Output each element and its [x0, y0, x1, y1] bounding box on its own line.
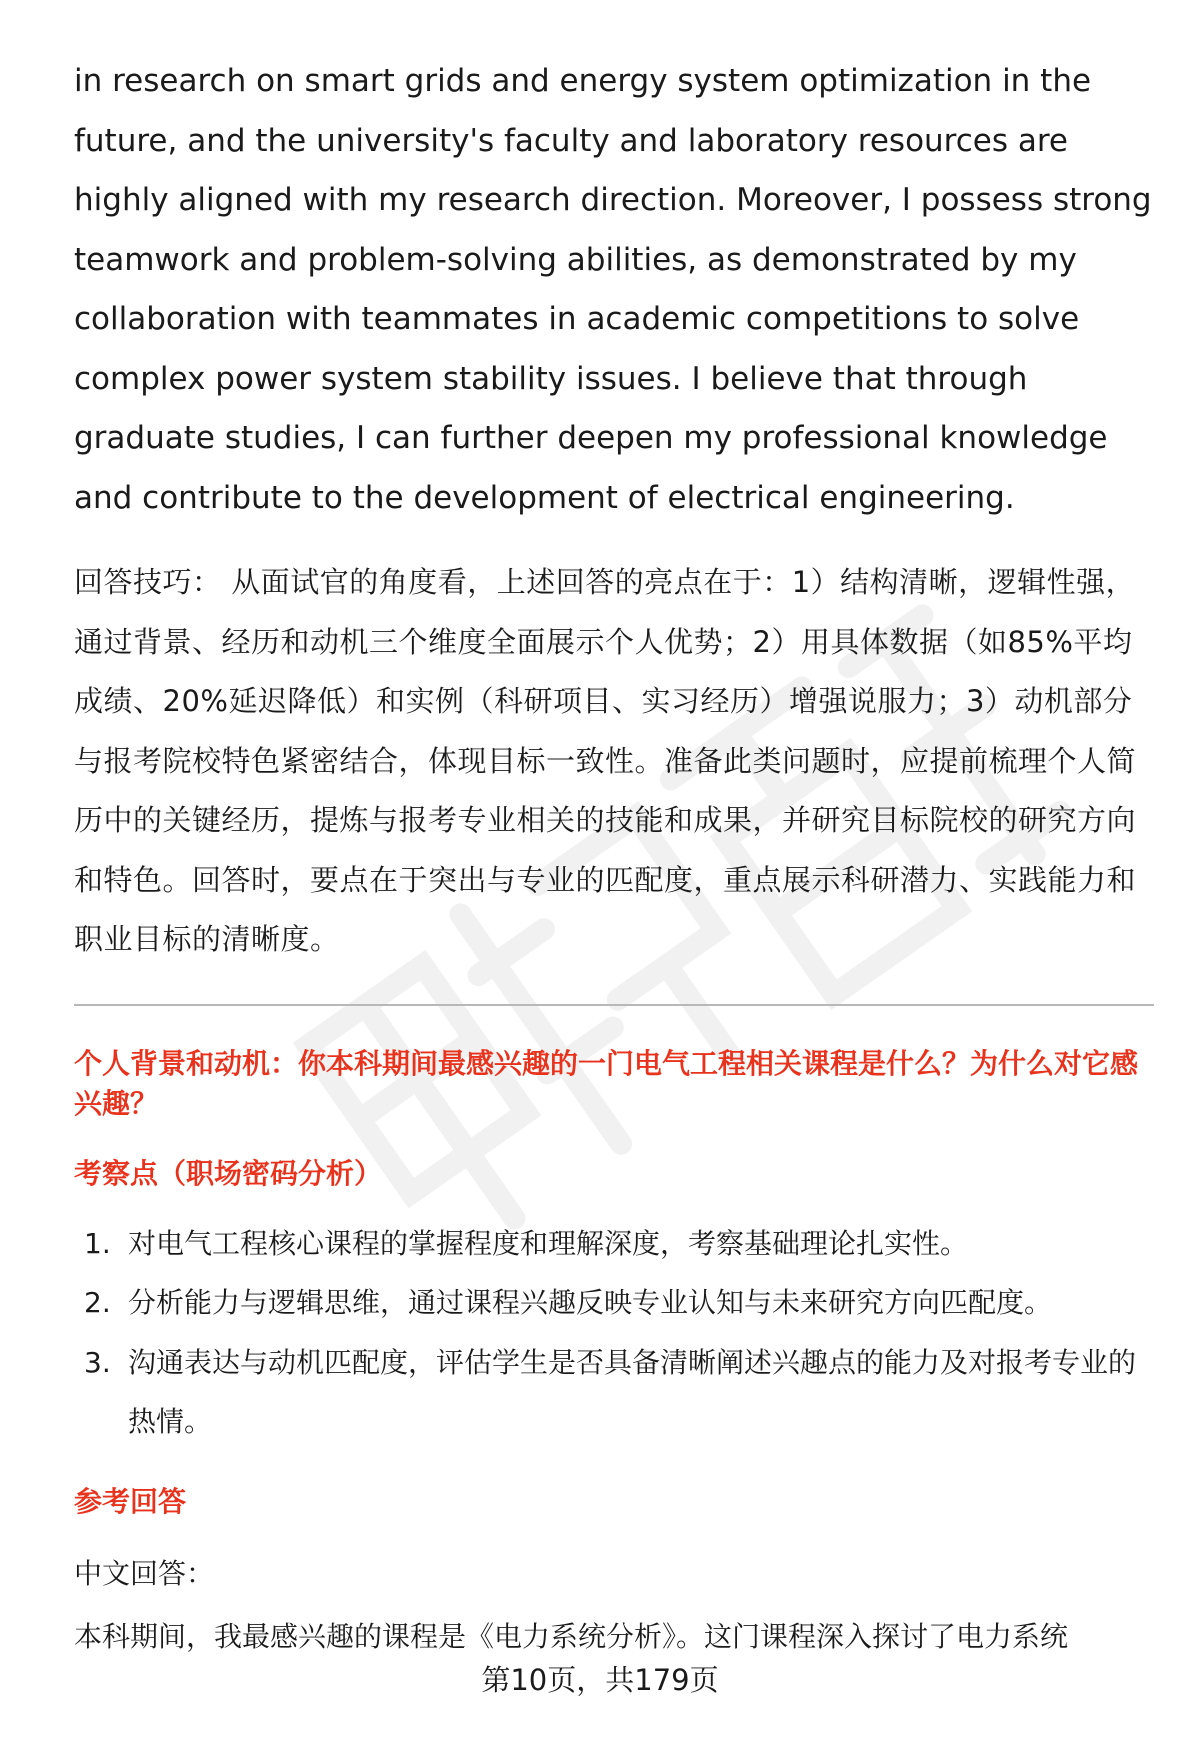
page-footer: 第10页，共179页	[481, 1663, 719, 1697]
analysis-list-item	[74, 1333, 1154, 1452]
list-text: 对电气工程核心课程的掌握程度和理解深度，考察基础理论扎实性。	[128, 1226, 969, 1260]
analysis-list-item	[74, 1273, 1154, 1333]
analysis-heading: 考察点（职场密码分析）	[74, 1156, 383, 1190]
analysis-list-item	[74, 1214, 1154, 1274]
chinese-answer-text: 本科期间，我最感兴趣的课程是《电力系统分析》。这门课程深入探讨了电力系统	[74, 1619, 1069, 1653]
list-number: 3.	[84, 1345, 111, 1379]
analysis-list	[74, 1214, 1154, 1452]
answer-tips-paragraph: 回答技巧： 从面试官的角度看，上述回答的亮点在于：1）结构清晰，逻辑性强，通过背景、经历和动机三个维度全面展示个人优势；2）用具体数据（如85%平均成绩、20%延迟降低）和实例（科研项目、实习经历）增强说服力；3）动机部分与报考院校特色紧密结合，体现目标一致性。准备此类问题时，应提前梳理个人简历中的关键经历，提炼与报考专业相关的技能和成果，并研究目标院校的研究方向和特色。回答时，要点在于突出与专业的匹配度，重点展示科研潜力、实践能力和职业目标的清晰度。	[74, 565, 1137, 956]
reference-answer-heading: 参考回答	[74, 1484, 187, 1518]
intro-paragraph: in research on smart grids and energy system optimization in the future, and the university's faculty and laboratory resources are highly aligned with my research direction. Moreover, I possess strong teamwork and problem-solving abilities, as demonstrated by my collaboration with teammates in academic competitions to solve complex power system stability issues. I believe that through graduate studies, I can further deepen my professional knowledge and contribute to the development of electrical engineering.	[74, 63, 1152, 516]
section-divider	[74, 1004, 1154, 1006]
list-text: 分析能力与逻辑思维，通过课程兴趣反映专业认知与未来研究方向匹配度。	[128, 1286, 1053, 1319]
question-title: 个人背景和动机：你本科期间最感兴趣的一门电气工程相关课程是什么？为什么对它感兴趣？	[74, 1046, 1139, 1120]
list-text: 沟通表达与动机匹配度，评估学生是否具备清晰阐述兴趣点的能力及对报考专业的热情。	[128, 1345, 1137, 1438]
list-number: 1.	[84, 1226, 111, 1260]
document-page	[74, 52, 1154, 1657]
list-number: 2.	[84, 1286, 111, 1319]
chinese-answer-label: 中文回答：	[74, 1556, 215, 1590]
